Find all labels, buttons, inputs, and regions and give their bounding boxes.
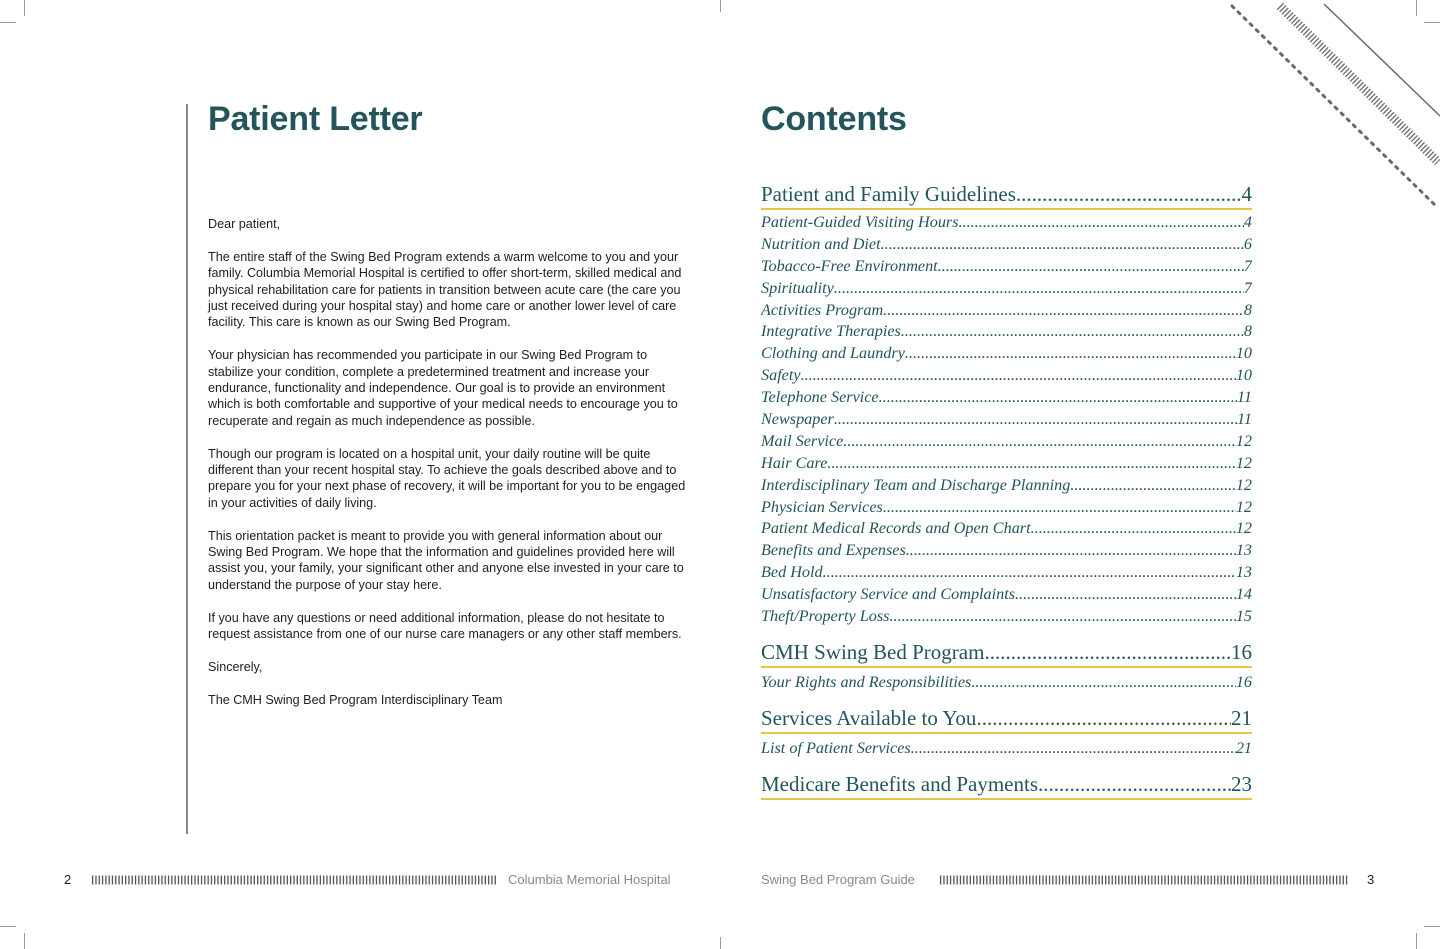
toc-item[interactable] xyxy=(761,409,1252,431)
toc-section-page: 16 xyxy=(1231,639,1252,664)
toc-item-label: Patient Medical Records and Open Chart xyxy=(761,519,1031,538)
toc-item-label: Physician Services xyxy=(761,497,883,516)
left-page-number: 2 xyxy=(64,872,72,887)
toc-item[interactable] xyxy=(761,606,1252,628)
toc-leader xyxy=(911,738,1236,760)
right-footer-hatch xyxy=(940,875,1348,885)
toc-leader xyxy=(823,562,1236,584)
toc-item[interactable] xyxy=(761,278,1252,300)
toc-item-label: Hair Care xyxy=(761,453,828,472)
toc-leader xyxy=(883,497,1236,519)
letter-paragraph: If you have any questions or need additional information, please do not hesitate to request assistance from one of our nurse care managers or any other staff members. xyxy=(208,610,682,642)
toc-section[interactable] xyxy=(761,704,1252,734)
toc-item[interactable] xyxy=(761,212,1252,234)
toc-item[interactable] xyxy=(761,387,1252,409)
toc-item-label: Spirituality xyxy=(761,278,834,297)
crop-mark xyxy=(24,0,25,16)
toc-item-label: Telephone Service xyxy=(761,388,879,407)
toc-section-title: Services Available to You xyxy=(761,705,977,730)
crop-mark xyxy=(0,22,16,23)
toc-item[interactable] xyxy=(761,321,1252,343)
toc-item-label: Theft/Property Loss xyxy=(761,607,890,626)
toc-item-label: Nutrition and Diet xyxy=(761,234,881,253)
crop-mark xyxy=(1416,933,1417,949)
page-title-contents: Contents xyxy=(761,100,907,138)
toc-item-page: 7 xyxy=(1243,278,1252,297)
toc-item-label: Bed Hold xyxy=(761,563,823,582)
toc-item-page: 11 xyxy=(1237,410,1252,429)
toc-item-page: 13 xyxy=(1235,563,1252,582)
toc-leader xyxy=(843,431,1236,453)
toc-leader xyxy=(881,234,1244,256)
crop-mark xyxy=(1424,926,1440,927)
letter-paragraph: The entire staff of the Swing Bed Program extends a warm welcome to you and your family. Columbia Memorial Hospital is certified to offer short-term, skilled medical and physical rehabilitation care for patients in transition between acute care (the care you just received during your hospital stay) and home care or another lower level of care facility. This care is known as our Swing Bed Program. xyxy=(208,249,682,330)
toc-item-page: 11 xyxy=(1237,388,1252,407)
toc-section[interactable] xyxy=(761,180,1252,210)
letter-paragraph: Though our program is located on a hospital unit, your daily routine will be quite different than your recent hospital stay. To achieve the goals described above and to prepare you for your next phase of recovery, it will be important for you to be engaged in your activities of daily living. xyxy=(208,446,686,510)
left-footer-text: Columbia Memorial Hospital xyxy=(508,872,671,887)
toc-item[interactable] xyxy=(761,584,1252,606)
letter-signature: The CMH Swing Bed Program Interdisciplinary Team xyxy=(208,692,503,707)
toc-item-page: 14 xyxy=(1235,585,1252,604)
toc-item-page: 12 xyxy=(1235,453,1252,472)
toc-item[interactable] xyxy=(761,518,1252,540)
left-margin-rule xyxy=(186,104,188,834)
toc-section-page: 4 xyxy=(1241,182,1252,206)
toc-item-page: 12 xyxy=(1235,497,1252,516)
toc-item[interactable] xyxy=(761,365,1252,387)
toc-item-page: 16 xyxy=(1235,672,1252,691)
toc-item-label: Newspaper xyxy=(761,410,834,429)
toc-item[interactable] xyxy=(761,453,1252,475)
toc-item[interactable] xyxy=(761,540,1252,562)
toc-item[interactable] xyxy=(761,475,1252,497)
right-footer-text: Swing Bed Program Guide xyxy=(761,872,915,887)
toc-leader xyxy=(801,365,1236,387)
toc-leader xyxy=(1038,770,1231,798)
toc-item[interactable] xyxy=(761,431,1252,453)
toc-item-page: 21 xyxy=(1235,738,1252,757)
patient-letter-body xyxy=(208,216,686,724)
toc-leader xyxy=(889,606,1235,628)
crop-mark xyxy=(0,926,16,927)
toc-item-page: 8 xyxy=(1243,300,1252,319)
toc-item[interactable] xyxy=(761,562,1252,584)
toc-item[interactable] xyxy=(761,672,1252,694)
toc-item-page: 8 xyxy=(1243,322,1252,341)
toc-leader xyxy=(883,300,1244,322)
toc-item-label: Benefits and Expenses xyxy=(761,541,906,560)
toc-section-title: Medicare Benefits and Payments xyxy=(761,771,1038,796)
crop-mark xyxy=(24,933,25,949)
toc-item[interactable] xyxy=(761,497,1252,519)
toc-item-page: 6 xyxy=(1243,234,1252,253)
toc-item-page: 10 xyxy=(1235,344,1252,363)
toc-item-page: 12 xyxy=(1235,475,1252,494)
toc-leader xyxy=(901,321,1244,343)
page-title-patient-letter: Patient Letter xyxy=(208,100,423,138)
letter-closing: Sincerely, xyxy=(208,659,263,674)
toc-item-label: Interdisciplinary Team and Discharge Planning xyxy=(761,475,1071,494)
toc-item-label: Integrative Therapies xyxy=(761,322,901,341)
right-page-number: 3 xyxy=(1367,872,1375,887)
letter-salutation: Dear patient, xyxy=(208,217,281,231)
toc-leader xyxy=(1031,518,1236,540)
toc-section[interactable] xyxy=(761,638,1252,668)
toc-item-label: Activities Program xyxy=(761,300,884,319)
toc-item-page: 15 xyxy=(1235,607,1252,626)
toc-leader xyxy=(834,278,1244,300)
toc-item-page: 10 xyxy=(1235,366,1252,385)
toc-section-page: 21 xyxy=(1231,705,1252,730)
toc-section-title: CMH Swing Bed Program xyxy=(761,639,985,664)
toc-leader xyxy=(905,343,1236,365)
toc-leader xyxy=(976,704,1231,732)
corner-decoration xyxy=(1220,0,1440,215)
toc-leader xyxy=(827,453,1235,475)
toc-section-title: Patient and Family Guidelines xyxy=(761,182,1016,206)
toc-item-label: Patient-Guided Visiting Hours xyxy=(761,213,959,231)
toc-item[interactable] xyxy=(761,300,1252,322)
toc-leader xyxy=(938,256,1244,278)
toc-section-page: 23 xyxy=(1231,771,1252,796)
toc-item[interactable] xyxy=(761,343,1252,365)
toc-leader xyxy=(984,638,1231,666)
toc-item-page: 12 xyxy=(1235,519,1252,538)
table-of-contents xyxy=(761,180,1252,804)
letter-paragraph: This orientation packet is meant to provide you with general information about our Swing Bed Program. We hope that the information and guidelines provided here will assist you, your family, your significant other and anyone else invested in your care to understand the purpose of your stay here. xyxy=(208,528,684,592)
toc-leader xyxy=(959,212,1244,234)
toc-item-page: 13 xyxy=(1235,541,1252,560)
toc-section[interactable] xyxy=(761,770,1252,800)
toc-leader xyxy=(1070,475,1235,497)
toc-leader xyxy=(1015,584,1236,606)
crop-mark xyxy=(720,937,721,949)
toc-item[interactable] xyxy=(761,256,1252,278)
toc-leader xyxy=(1016,180,1242,208)
toc-item-page: 4 xyxy=(1243,213,1252,231)
toc-item-label: Tobacco-Free Environment xyxy=(761,256,938,275)
toc-leader xyxy=(834,409,1237,431)
letter-paragraph: Your physician has recommended you participate in our Swing Bed Program to stabilize your condition, complete a predetermined treatment and increase your endurance, functionality and independence. Our goal is to provide an environment which is both comfortable and supportive of your medical needs to encourage you to recuperate and regain as much independence as possible. xyxy=(208,348,678,428)
toc-leader xyxy=(879,387,1237,409)
toc-leader xyxy=(906,540,1236,562)
toc-leader xyxy=(971,672,1236,694)
toc-item-label: Your Rights and Responsibilities xyxy=(761,672,972,691)
toc-item-label: Clothing and Laundry xyxy=(761,344,905,363)
toc-item-label: Safety xyxy=(761,366,801,385)
toc-item-label: List of Patient Services xyxy=(761,738,911,757)
toc-item[interactable] xyxy=(761,234,1252,256)
toc-item-label: Unsatisfactory Service and Complaints xyxy=(761,585,1016,604)
toc-item-page: 12 xyxy=(1235,431,1252,450)
toc-item-label: Mail Service xyxy=(761,431,844,450)
toc-item[interactable] xyxy=(761,738,1252,760)
toc-item-page: 7 xyxy=(1243,256,1252,275)
crop-mark xyxy=(720,0,721,12)
left-footer-hatch xyxy=(92,875,496,885)
